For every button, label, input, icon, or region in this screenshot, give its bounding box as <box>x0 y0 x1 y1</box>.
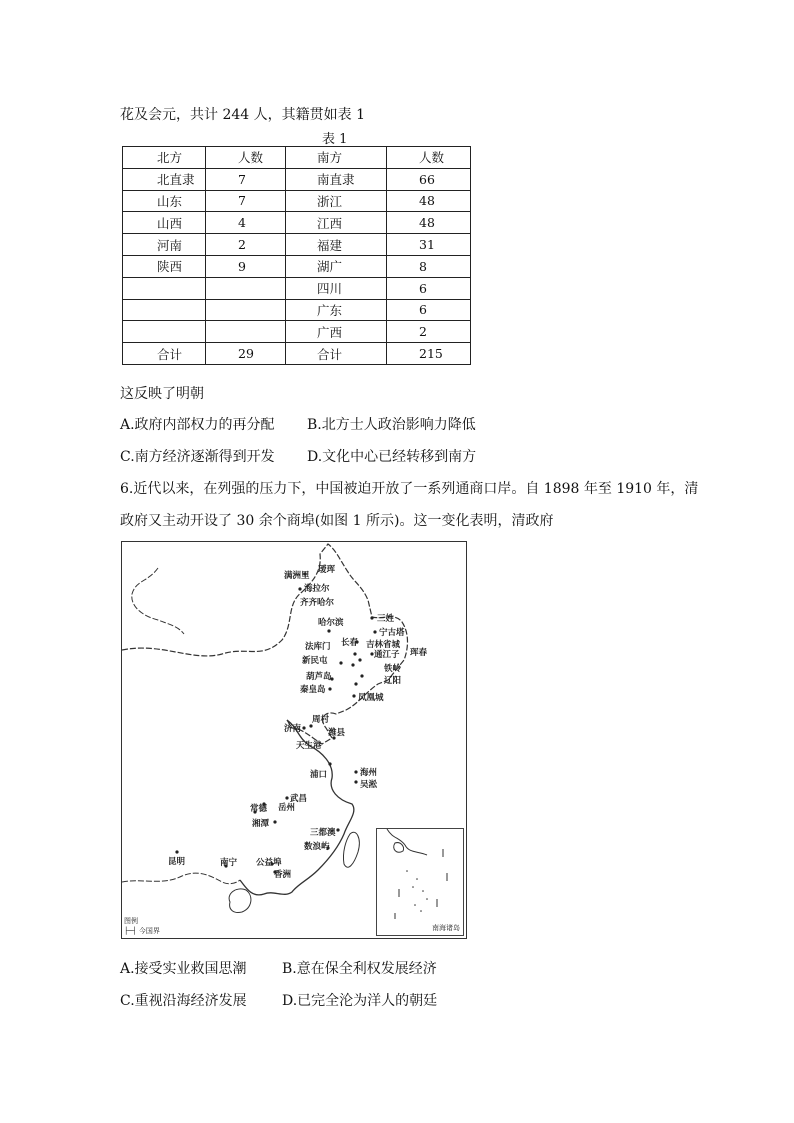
table-cell: 9 <box>206 255 286 277</box>
city-label: 武昌 <box>290 794 308 804</box>
table-cell: 广东 <box>286 299 387 321</box>
table-cell: 南直隶 <box>286 168 387 190</box>
city-label: 哈尔滨 <box>318 618 344 628</box>
table-cell: 2 <box>387 321 471 343</box>
northwest-border <box>132 568 184 634</box>
city-label: 吉林省城 <box>366 640 401 650</box>
q6-option-d: D.已完全沦为洋人的朝廷 <box>282 993 438 1009</box>
table-cell: 陕西 <box>123 255 206 277</box>
inset-label: 南海诸岛 <box>432 924 460 932</box>
map-legend <box>124 916 160 936</box>
table-cell: 合计 <box>123 343 206 365</box>
q5-stem: 这反映了明朝 <box>120 386 204 402</box>
table-cell: 215 <box>387 343 471 365</box>
city-label: 凤凰城 <box>358 693 384 703</box>
north-border <box>122 544 408 744</box>
table-cell <box>206 299 286 321</box>
border-line-icon: ├─┤ <box>124 927 137 935</box>
south-border <box>122 873 240 884</box>
table-cell: 29 <box>206 343 286 365</box>
table-caption: 表 1 <box>322 132 348 147</box>
table-cell: 山西 <box>123 212 206 234</box>
q5-option-d: D.文化中心已经转移到南方 <box>307 449 477 465</box>
city-label: 通江子 <box>374 650 400 660</box>
table-row <box>123 277 471 299</box>
table-cell: 江西 <box>286 212 387 234</box>
q5-option-c: C.南方经济逐渐得到开发 <box>120 449 275 465</box>
city-label: 湘潭 <box>252 819 270 829</box>
intro-line: 花及会元，共计 244 人，其籍贯如表 1 <box>120 107 365 123</box>
china-commercial-ports-map <box>121 541 467 939</box>
table-cell: 福建 <box>286 234 387 256</box>
city-label: 昆明 <box>168 857 186 867</box>
city-label: 天生港 <box>296 741 322 751</box>
table-cell <box>206 321 286 343</box>
south-china-sea-inset <box>376 828 464 936</box>
table-cell <box>123 321 206 343</box>
q6-option-b: B.意在保全利权发展经济 <box>282 961 437 977</box>
city-label: 满洲里 <box>284 571 310 581</box>
q5-option-a: A.政府内部权力的再分配 <box>120 417 275 433</box>
table-cell: 66 <box>387 168 471 190</box>
legend-item <box>124 926 160 936</box>
q6-option-a: A.接受实业救国思潮 <box>120 961 247 977</box>
table-row <box>123 255 471 277</box>
table-cell: 7 <box>206 190 286 212</box>
city-label: 宁古塔 <box>379 628 405 638</box>
table-cell <box>206 277 286 299</box>
city-label: 岳州 <box>278 803 296 813</box>
q6-stem-line1: 6.近代以来，在列强的压力下，中国被迫开放了一系列通商口岸。自 1898 年至 1910 年，清 <box>120 481 699 497</box>
table-cell: 6 <box>387 299 471 321</box>
city-label: 海州 <box>360 768 378 778</box>
table-cell: 2 <box>206 234 286 256</box>
city-label: 周村 <box>312 715 330 725</box>
table-cell: 湖广 <box>286 255 387 277</box>
table-cell: 7 <box>206 168 286 190</box>
table-cell <box>123 299 206 321</box>
table-total-row <box>123 343 471 365</box>
table-header-cell: 南方 <box>286 147 387 169</box>
legend-item-label: 今国界 <box>138 927 160 935</box>
table-cell <box>123 277 206 299</box>
q6-option-c: C.重视沿海经济发展 <box>120 993 247 1009</box>
taiwan-island <box>343 832 359 867</box>
city-label: 公益埠 <box>256 858 282 868</box>
table-cell: 广西 <box>286 321 387 343</box>
city-label: 铁岭 <box>384 664 402 674</box>
city-label: 珲春 <box>410 648 428 658</box>
legend-title: 图例 <box>124 917 138 925</box>
table-row <box>123 299 471 321</box>
table-cell: 四川 <box>286 277 387 299</box>
city-label: 长春 <box>341 638 359 648</box>
table-header-cell: 人数 <box>206 147 286 169</box>
native-place-table <box>122 146 471 365</box>
city-label: 葫芦岛 <box>306 672 332 682</box>
table-header-row <box>123 147 471 169</box>
city-label: 数浪屿 <box>304 842 330 852</box>
q6-stem-line2: 政府又主动开设了 30 余个商埠(如图 1 所示)。这一变化表明，清政府 <box>120 513 554 529</box>
table-row <box>123 234 471 256</box>
city-label: 新民屯 <box>302 656 328 666</box>
table-header-cell: 北方 <box>123 147 206 169</box>
table-row <box>123 190 471 212</box>
city-label: 潍县 <box>328 728 346 738</box>
table-cell: 北直隶 <box>123 168 206 190</box>
table-cell: 4 <box>206 212 286 234</box>
city-label: 秦皇岛 <box>300 685 326 695</box>
city-label: 齐齐哈尔 <box>300 598 335 608</box>
city-label: 常德 <box>250 804 268 814</box>
q5-option-b: B.北方士人政治影响力降低 <box>307 417 476 433</box>
table-cell: 浙江 <box>286 190 387 212</box>
table-cell: 48 <box>387 212 471 234</box>
table-cell: 6 <box>387 277 471 299</box>
table-header-cell: 人数 <box>387 147 471 169</box>
city-label: 浦口 <box>310 770 328 780</box>
city-label: 瑷珲 <box>318 565 336 575</box>
city-label: 济南 <box>284 724 302 734</box>
city-label: 吴淞 <box>360 780 378 790</box>
table-cell: 8 <box>387 255 471 277</box>
table-cell: 合计 <box>286 343 387 365</box>
hainan-island <box>229 889 251 913</box>
table-row <box>123 168 471 190</box>
city-label: 南宁 <box>220 858 238 868</box>
table-cell: 31 <box>387 234 471 256</box>
city-label: 香洲 <box>274 870 292 880</box>
table-cell: 48 <box>387 190 471 212</box>
city-label: 海拉尔 <box>304 584 330 594</box>
city-label: 三姓 <box>377 614 395 624</box>
city-label: 法库门 <box>305 642 331 652</box>
table-row <box>123 212 471 234</box>
table-cell: 山东 <box>123 190 206 212</box>
table-row <box>123 321 471 343</box>
inset-outline <box>377 829 463 935</box>
city-label: 三都澳 <box>310 828 336 838</box>
city-label: 辽阳 <box>384 676 402 686</box>
table-cell: 河南 <box>123 234 206 256</box>
